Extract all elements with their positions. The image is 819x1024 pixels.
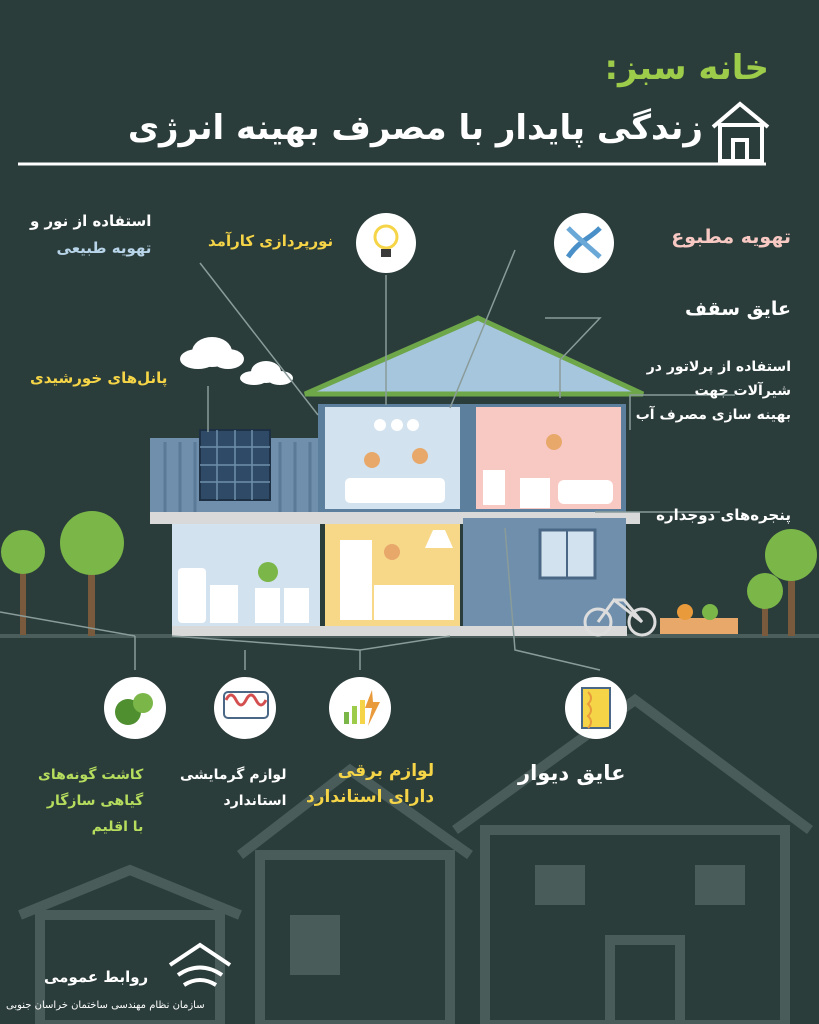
label-heating: لوازم گرمایشی استاندارد <box>180 767 287 809</box>
label-natural-light: استفاده از نور و تهویه طبیعی <box>30 212 152 257</box>
title-top: خانه سبز: <box>604 48 769 88</box>
planter <box>660 618 738 634</box>
wall-insulation-icon <box>565 677 627 739</box>
annex-building <box>150 430 322 514</box>
label-aerator: استفاده از پرلاتور در شیرآلات جهت بهینه سازی مصرف آب <box>635 359 791 423</box>
label-roof-insulation: عایق سقف <box>685 298 791 320</box>
label-electrical: لوازم برقی دارای استاندارد <box>306 761 435 807</box>
plant-icon <box>104 677 166 739</box>
title-main: زندگی پایدار با مصرف بهینه انرژی <box>127 108 703 148</box>
footer-brand: روابط عمومی <box>44 968 149 986</box>
house-title-icon <box>713 104 768 161</box>
label-plants: کاشت گونه‌های گیاهی سازگار با اقلیم <box>38 767 144 835</box>
radiator-icon <box>214 677 276 739</box>
energy-meter-icon <box>329 677 391 739</box>
label-ventilation: تهویه مطبوع <box>671 226 791 248</box>
label-double-glazed: پنجره‌های دوجداره <box>656 506 791 524</box>
footer-org: سازمان نظام مهندسی ساختمان خراسان جنوبی <box>6 1000 205 1011</box>
label-efficient-lighting: نورپردازی کارآمد <box>208 232 334 250</box>
label-solar-panels: پانل‌های خورشیدی <box>30 369 168 387</box>
ventilation-icon <box>554 213 614 273</box>
label-wall-insulation: عایق دیوار <box>518 761 626 785</box>
lightbulb-icon <box>356 213 416 273</box>
